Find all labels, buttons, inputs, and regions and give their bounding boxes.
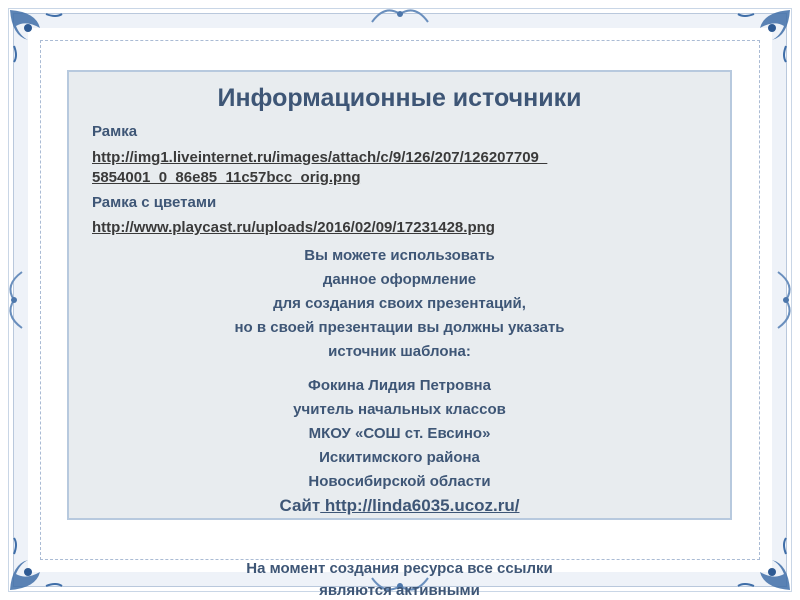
site-link[interactable]: http://linda6035.ucoz.ru/ (320, 496, 520, 515)
author-district: Искитимского района (319, 449, 480, 466)
notice-line: но в своей презентации вы должны указать (234, 319, 565, 336)
source-label-flowers: Рамка с цветами (92, 194, 217, 211)
notice-line: источник шаблона: (328, 343, 471, 360)
side-ornament-icon (370, 2, 430, 26)
source-link-flowers[interactable]: http://www.playcast.ru/uploads/2016/02/09/17231428.png (92, 219, 495, 236)
author-region: Новосибирской области (308, 473, 491, 490)
source-link-frame-line2: 5854001_0_86e85_11c57bcc_orig.png (92, 169, 361, 186)
footer-note (67, 558, 732, 600)
footer-line: являются активными (319, 582, 480, 599)
notice-line: для создания своих презентаций, (273, 295, 526, 312)
side-ornament-icon (774, 270, 798, 330)
source-link-frame-line1: http://img1.liveinternet.ru/images/attach/c/9/126/207/126207709_ (92, 149, 548, 166)
source-label-frame: Рамка (92, 123, 138, 140)
author-info (67, 374, 732, 518)
notice-line: данное оформление (322, 271, 477, 288)
usage-notice (67, 244, 732, 364)
author-name: Фокина Лидия Петровна (308, 377, 491, 394)
source-link-frame[interactable] (92, 148, 712, 188)
footer-line: На момент создания ресурса все ссылки (246, 560, 553, 577)
corner-ornament-icon (734, 6, 794, 66)
author-site (67, 494, 732, 518)
corner-ornament-icon (6, 534, 66, 594)
author-position: учитель начальных классов (293, 401, 506, 418)
notice-line: Вы можете использовать (304, 247, 495, 264)
side-ornament-icon (2, 270, 26, 330)
site-label: Сайт (279, 496, 321, 515)
page-title: Информационные источники (217, 84, 582, 112)
corner-ornament-icon (734, 534, 794, 594)
author-school: МКОУ «СОШ ст. Евсино» (308, 425, 491, 442)
corner-ornament-icon (6, 6, 66, 66)
